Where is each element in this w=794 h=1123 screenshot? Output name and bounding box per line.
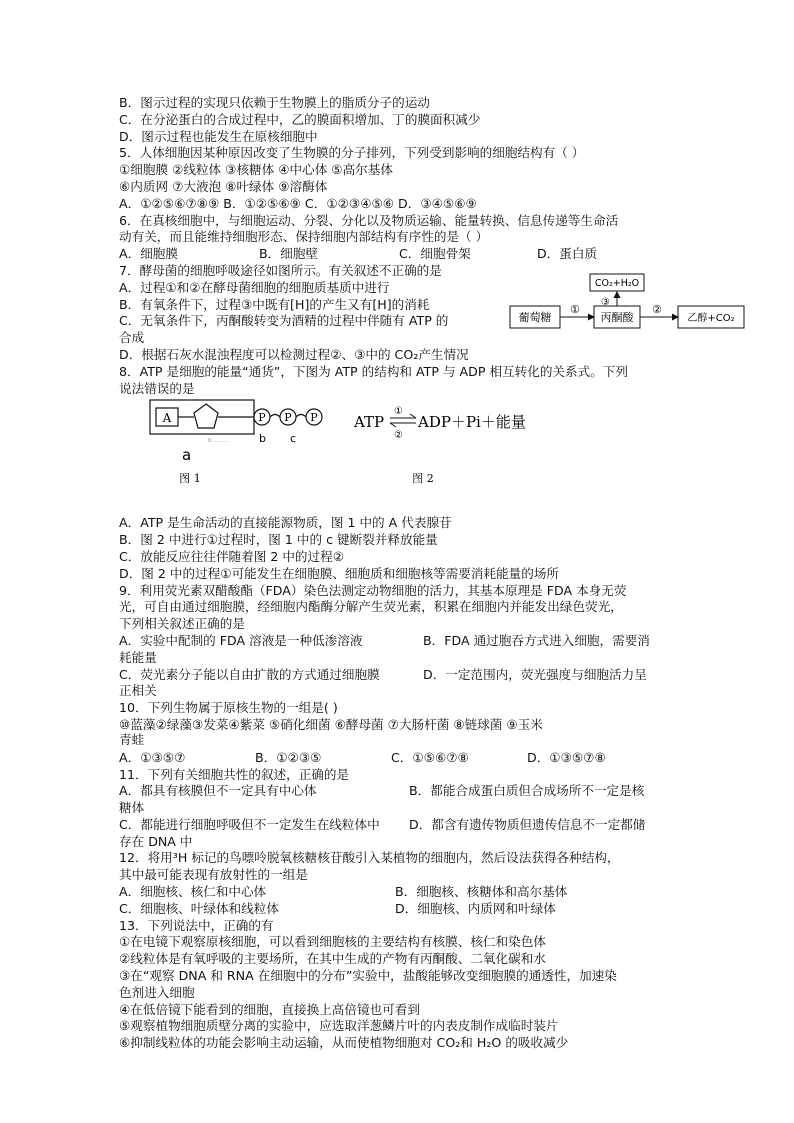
q11-option-d-cont: 存在 DNA 中 bbox=[119, 833, 193, 849]
adp-pi-energy-label: ADP＋Pi＋能量 bbox=[418, 413, 526, 431]
anaerobic-products-label: 乙醇+CO₂ bbox=[687, 313, 735, 324]
yeast-respiration-diagram bbox=[504, 272, 780, 332]
q4-option-c: C．在分泌蛋白的合成过程中，乙的膜面积增加、丁的膜面积减少 bbox=[119, 111, 481, 127]
q11-stem: 11．下列有关细胞共性的叙述，正确的是 bbox=[119, 766, 350, 782]
q4-option-d: D．图示过程也能发生在原核细胞中 bbox=[119, 128, 318, 144]
phosphate-1-label: P bbox=[258, 411, 266, 424]
q12-options-cd bbox=[119, 901, 689, 918]
q10-items-cont: 青蛙 bbox=[119, 731, 145, 747]
q5-items-line2: ⑥内质网 ⑦大液泡 ⑧叶绿体 ⑨溶酶体 bbox=[119, 178, 328, 194]
q7-option-d: D．根据石灰水混浊程度可以检测过程②、③中的 CO₂产生情况 bbox=[119, 346, 469, 362]
q8-option-b: B．图 2 中进行①过程时，图 1 中的 c 键断裂并释放能量 bbox=[119, 532, 438, 548]
q12-option-d: D．细胞核、内质网和叶绿体 bbox=[395, 900, 556, 916]
adenine-label: A bbox=[162, 411, 172, 425]
q11-option-b: B．都能合成蛋白质但合成场所不一定是核 bbox=[409, 783, 645, 799]
q7-option-c-cont: 合成 bbox=[119, 330, 145, 346]
glucose-label: 葡萄糖 bbox=[518, 311, 552, 324]
q10-option-b: B．①②③⑤ bbox=[255, 749, 322, 765]
ribose-pentagon bbox=[194, 404, 218, 428]
q9-option-a: A．实验中配制的 FDA 溶液是一种低渗溶液 bbox=[119, 632, 363, 648]
q12-option-b: B．细胞核、核糖体和高尔基体 bbox=[395, 884, 568, 900]
q13-stem: 13．下列说法中，正确的有 bbox=[119, 917, 274, 933]
label-a: a bbox=[182, 446, 192, 464]
atp-figures bbox=[148, 398, 628, 490]
reverse-arrowhead bbox=[390, 423, 396, 427]
q6-option-b: B．细胞壁 bbox=[259, 246, 319, 262]
q11-options-cd bbox=[119, 817, 689, 834]
q8-option-d: D．图 2 中的过程①可能发生在细胞膜、细胞质和细胞核等需要消耗能量的场所 bbox=[119, 565, 560, 581]
q10-stem: 10．下列生物属于原核生物的一组是( ) bbox=[119, 700, 338, 716]
phosphate-2-label: P bbox=[284, 411, 292, 424]
q13-statement-6: ⑥抑制线粒体的功能会影响主动运输，从而使植物细胞对 CO₂和 H₂O 的吸收减少 bbox=[119, 1035, 569, 1051]
q13-statement-4: ④在低倍镜下能看到的细胞，直接换上高倍镜也可看到 bbox=[119, 1001, 420, 1017]
q9-option-b: B．FDA 通过胞吞方式进入细胞，需要消 bbox=[423, 632, 650, 648]
q8-option-c: C．放能反应往往伴随着图 2 中的过程② bbox=[119, 548, 345, 564]
q7-stem: 7．酵母菌的细胞呼吸途径如图所示。有关叙述不正确的是 bbox=[119, 262, 442, 278]
q8-stem-line1: 8．ATP 是细胞的能量“通货”，下图为 ATP 的结构和 ATP 与 ADP 相互转化的关系式。下列 bbox=[119, 363, 628, 379]
q13-statement-3-cont: 色剂进入细胞 bbox=[119, 984, 195, 1000]
q12-stem-line2: 其中最可能表现有放射性的一组是 bbox=[119, 867, 308, 883]
q9-stem-line2: 光，可自由通过细胞膜，经细胞内酯酶分解产生荧光素，积累在细胞内并能发出绿色荧光， bbox=[119, 599, 623, 615]
faint-mark: 0. ........ bbox=[208, 438, 228, 444]
forward-arrowhead bbox=[410, 414, 416, 418]
q10-items: ⑩蓝藻②绿藻③发菜④紫菜 ⑤硝化细菌 ⑥酵母菌 ⑦大肠杆菌 ⑧链球菌 ⑨玉米 bbox=[119, 716, 543, 732]
q12-options-ab bbox=[119, 884, 689, 901]
phosphate-3-label: P bbox=[310, 411, 318, 424]
reaction-2-label: ② bbox=[394, 430, 403, 441]
figure1-caption: 图 1 bbox=[179, 472, 201, 485]
q13-statement-3: ③在“观察 DNA 和 RNA 在细胞中的分布”实验中，盐酸能够改变细胞膜的通透性，加速染 bbox=[119, 968, 617, 984]
q6-stem-line1: 6．在真核细胞中，与细胞运动、分裂、分化以及物质运输、能量转换、信息传递等生命活 bbox=[119, 212, 619, 228]
q7-option-c: C．无氧条件下，丙酮酸转变为酒精的过程中伴随有 ATP 的 bbox=[119, 313, 449, 329]
question-sheet bbox=[119, 95, 689, 1052]
step3-label: ③ bbox=[601, 297, 610, 308]
q10-option-d: D．①③⑤⑦⑧ bbox=[527, 749, 606, 765]
q5-items-line1: ①细胞膜 ②线粒体 ③核糖体 ④中心体 ⑤高尔基体 bbox=[119, 162, 393, 178]
q6-option-c: C．细胞骨架 bbox=[399, 246, 471, 262]
q9-stem-line3: 下列相关叙述正确的是 bbox=[119, 616, 245, 632]
pyruvate-label: 丙酮酸 bbox=[600, 311, 634, 324]
q6-stem-line2: 动有关，而且能维持细胞形态、保持细胞内部结构有序性的是（ ） bbox=[119, 229, 489, 245]
q8-option-a: A．ATP 是生命活动的直接能源物质，图 1 中的 A 代表腺苷 bbox=[119, 515, 452, 531]
q9-options-cd bbox=[119, 667, 689, 684]
q11-options-ab bbox=[119, 783, 689, 800]
step1-label: ① bbox=[570, 303, 580, 316]
q9-option-c: C．荧光素分子能以自由扩散的方式通过细胞膜 bbox=[119, 666, 380, 682]
q9-stem-line1: 9．利用荧光素双醋酸酯（FDA）染色法测定动物细胞的活力，其基本原理是 FDA 本身无荧 bbox=[119, 582, 627, 598]
q9-option-b-cont: 耗能量 bbox=[119, 649, 157, 665]
q11-option-d: D．都含有遗传物质但遗传信息不一定都储 bbox=[409, 816, 646, 832]
reaction-1-label: ① bbox=[394, 406, 403, 417]
q12-option-a: A．细胞核、核仁和中心体 bbox=[119, 884, 267, 900]
q11-option-b-cont: 糖体 bbox=[119, 800, 145, 816]
q12-option-c: C．细胞核、叶绿体和线粒体 bbox=[119, 900, 279, 916]
bond-c-label: c bbox=[290, 432, 297, 445]
q13-statement-2: ②线粒体是有氧呼吸的主要场所，在其中生成的产物有丙酮酸、二氧化碳和水 bbox=[119, 951, 546, 967]
q10-option-a: A．①③⑤⑦ bbox=[119, 749, 186, 765]
q7-option-b: B．有氧条件下，过程③中既有[H]的产生又有[H]的消耗 bbox=[119, 296, 430, 312]
step2-label: ② bbox=[652, 303, 662, 316]
q10-option-c: C．①⑤⑥⑦⑧ bbox=[391, 749, 469, 765]
q13-statement-5: ⑤观察植物细胞质壁分离的实验中，应选取洋葱鳞片叶的内表皮制作成临时装片 bbox=[119, 1018, 559, 1034]
q11-option-c: C．都能进行细胞呼吸但不一定发生在线粒体中 bbox=[119, 816, 380, 832]
q6-option-d: D．蛋白质 bbox=[537, 246, 598, 262]
q11-option-a: A．都具有核膜但不一定具有中心体 bbox=[119, 783, 317, 799]
atp-label: ATP bbox=[354, 413, 385, 431]
q9-option-d: D．一定范围内，荧光强度与细胞活力呈 bbox=[423, 666, 647, 682]
q5-stem: 5．人体细胞因某种原因改变了生物膜的分子排列，下列受到影响的细胞结构有（ ） bbox=[119, 145, 585, 161]
q7-option-a: A．过程①和②在酵母菌细胞的细胞质基质中进行 bbox=[119, 279, 390, 295]
q6-options bbox=[119, 246, 689, 263]
aerobic-products-label: CO₂+H₂O bbox=[594, 278, 640, 289]
q9-option-d-cont: 正相关 bbox=[119, 683, 157, 699]
q13-statement-1: ①在电镜下观察原核细胞，可以看到细胞核的主要结构有核膜、核仁和染色体 bbox=[119, 934, 546, 950]
q9-options-ab bbox=[119, 633, 689, 650]
q6-option-a: A．细胞膜 bbox=[119, 246, 178, 262]
q4-option-b: B．图示过程的实现只依赖于生物膜上的脂质分子的运动 bbox=[119, 95, 430, 110]
q12-stem-line1: 12．将用³H 标记的鸟嘌呤脱氧核糖核苷酸引入某植物的细胞内，然后设法获得各种结构， bbox=[119, 850, 620, 866]
q8-stem-line2: 说法错误的是 bbox=[119, 380, 195, 396]
bond-b-label: b bbox=[259, 432, 266, 445]
q5-options: A．①②⑤⑥⑦⑧⑨ B．①②⑤⑥⑨ C．①②③④⑤⑥ D．③④⑤⑥⑨ bbox=[119, 195, 477, 211]
q10-options bbox=[119, 750, 689, 767]
figure2-caption: 图 2 bbox=[412, 472, 434, 485]
